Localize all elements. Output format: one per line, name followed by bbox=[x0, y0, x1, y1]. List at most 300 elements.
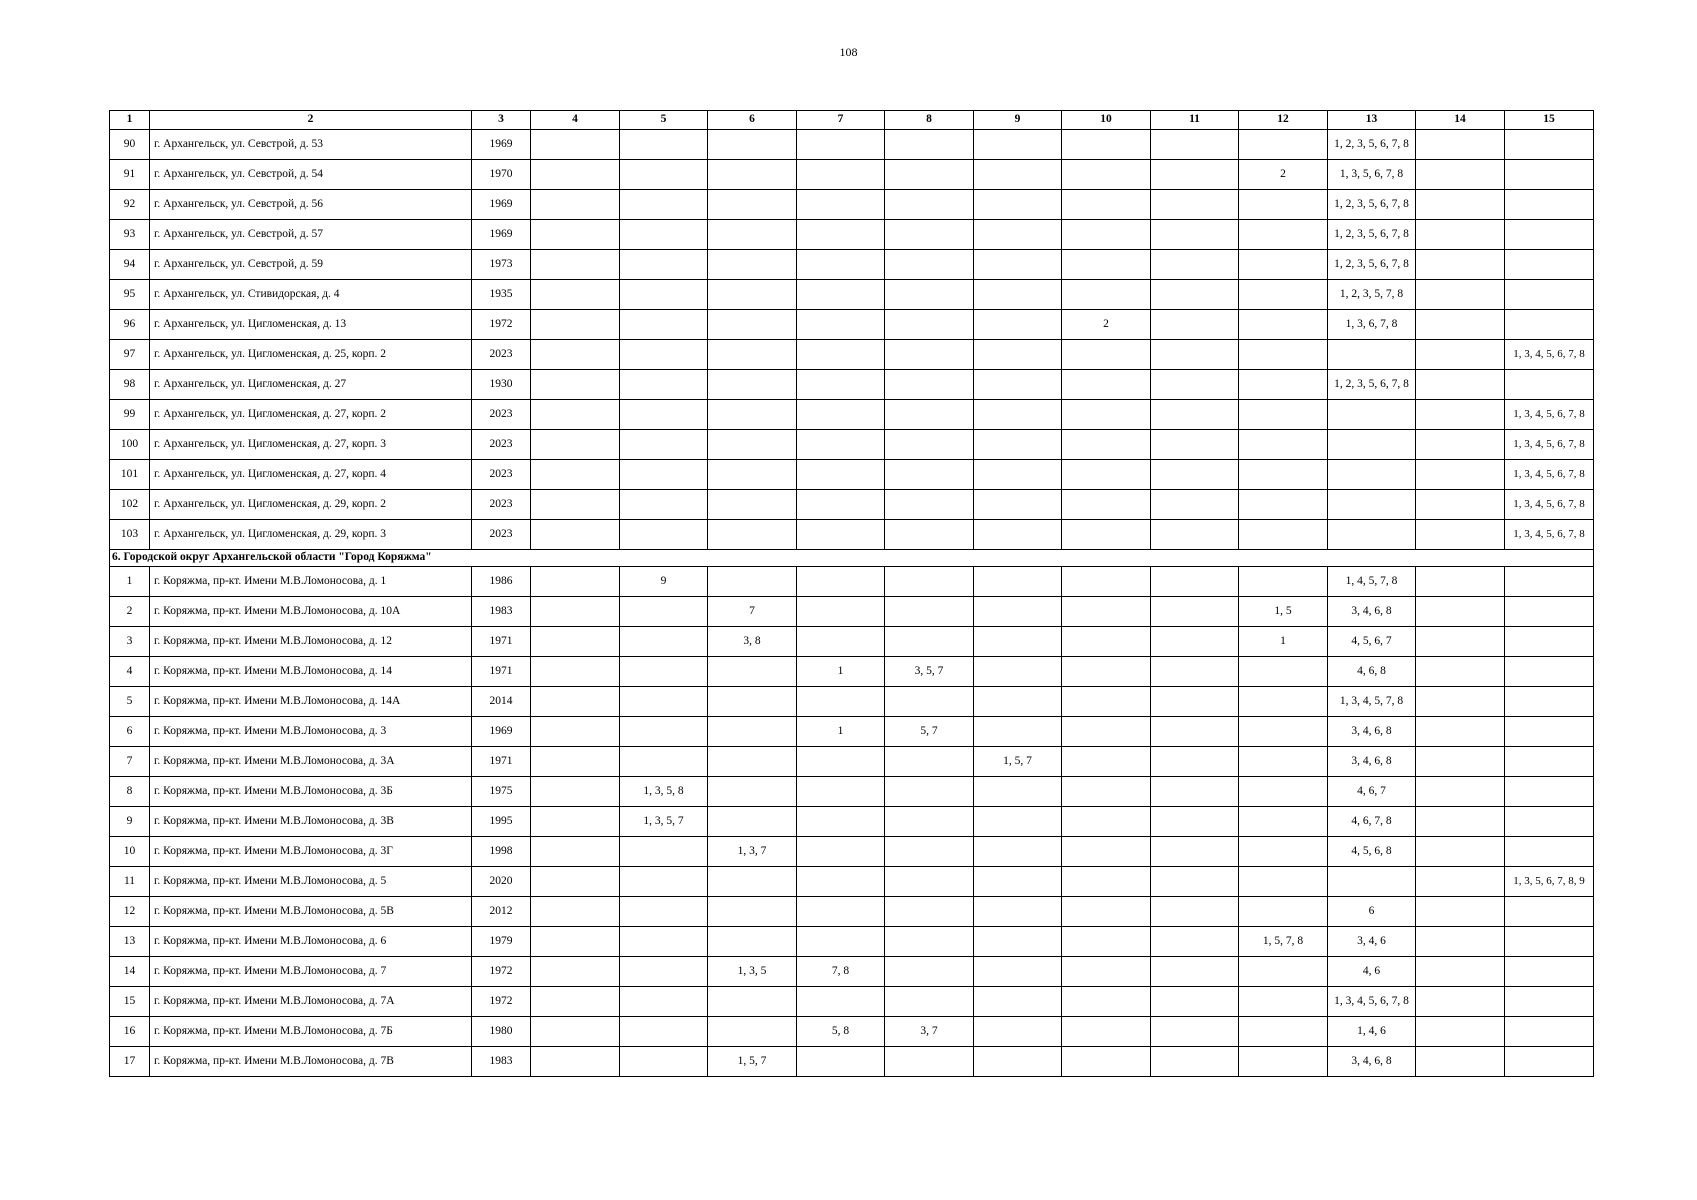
col-14-cell bbox=[1416, 400, 1505, 430]
column-number-row bbox=[110, 111, 1594, 130]
address-cell: г. Архангельск, ул. Севстрой, д. 59 bbox=[150, 250, 472, 280]
col-11-cell bbox=[1151, 130, 1239, 160]
col-12-cell: 1, 5 bbox=[1239, 597, 1328, 627]
col-15-cell bbox=[1505, 957, 1594, 987]
section-heading: 6. Городской округ Архангельской области "Город Коряжма" bbox=[110, 550, 1594, 567]
col-8-cell bbox=[885, 130, 974, 160]
col-4-cell bbox=[531, 657, 620, 687]
table-row bbox=[110, 490, 1594, 520]
row-number: 95 bbox=[110, 280, 150, 310]
year-cell: 1995 bbox=[472, 807, 531, 837]
col-14-cell bbox=[1416, 807, 1505, 837]
year-cell: 1998 bbox=[472, 837, 531, 867]
col-4-cell bbox=[531, 280, 620, 310]
col-11-cell bbox=[1151, 340, 1239, 370]
col-7-cell bbox=[797, 897, 885, 927]
col-10-cell: 2 bbox=[1062, 310, 1151, 340]
col-11-cell bbox=[1151, 310, 1239, 340]
col-4-cell bbox=[531, 370, 620, 400]
col-12-cell bbox=[1239, 747, 1328, 777]
col-9-cell bbox=[974, 897, 1062, 927]
col-5-cell bbox=[620, 837, 708, 867]
year-cell: 2023 bbox=[472, 520, 531, 550]
table-row bbox=[110, 130, 1594, 160]
col-8-cell bbox=[885, 310, 974, 340]
col-15-cell bbox=[1505, 777, 1594, 807]
col-15-cell: 1, 3, 4, 5, 6, 7, 8 bbox=[1505, 340, 1594, 370]
col-6-cell bbox=[708, 777, 797, 807]
col-5-cell: 1, 3, 5, 7 bbox=[620, 807, 708, 837]
col-9-cell bbox=[974, 717, 1062, 747]
col-8-cell bbox=[885, 867, 974, 897]
col-9-cell bbox=[974, 160, 1062, 190]
col-11-cell bbox=[1151, 927, 1239, 957]
col-10-cell bbox=[1062, 340, 1151, 370]
col-15-cell bbox=[1505, 627, 1594, 657]
col-11-cell bbox=[1151, 160, 1239, 190]
col-7-cell bbox=[797, 867, 885, 897]
year-cell: 1969 bbox=[472, 130, 531, 160]
row-number: 4 bbox=[110, 657, 150, 687]
col-14-cell bbox=[1416, 220, 1505, 250]
col-13-cell: 4, 5, 6, 7 bbox=[1328, 627, 1416, 657]
year-cell: 2023 bbox=[472, 430, 531, 460]
col-7-cell bbox=[797, 627, 885, 657]
col-9-cell bbox=[974, 567, 1062, 597]
col-11-cell bbox=[1151, 370, 1239, 400]
col-15-cell bbox=[1505, 747, 1594, 777]
col-14-cell bbox=[1416, 280, 1505, 310]
col-10-cell bbox=[1062, 567, 1151, 597]
table-row bbox=[110, 627, 1594, 657]
address-cell: г. Архангельск, ул. Севстрой, д. 53 bbox=[150, 130, 472, 160]
row-number: 5 bbox=[110, 687, 150, 717]
col-5-cell bbox=[620, 280, 708, 310]
column-header-15: 15 bbox=[1505, 111, 1594, 130]
col-10-cell bbox=[1062, 460, 1151, 490]
col-10-cell bbox=[1062, 957, 1151, 987]
col-9-cell bbox=[974, 687, 1062, 717]
col-10-cell bbox=[1062, 370, 1151, 400]
col-4-cell bbox=[531, 627, 620, 657]
col-9-cell bbox=[974, 927, 1062, 957]
address-cell: г. Коряжма, пр-кт. Имени М.В.Ломоносова, д. 12 bbox=[150, 627, 472, 657]
col-13-cell: 3, 4, 6, 8 bbox=[1328, 747, 1416, 777]
col-14-cell bbox=[1416, 657, 1505, 687]
col-4-cell bbox=[531, 867, 620, 897]
row-number: 16 bbox=[110, 1017, 150, 1047]
row-number: 17 bbox=[110, 1047, 150, 1077]
column-header-8: 8 bbox=[885, 111, 974, 130]
col-11-cell bbox=[1151, 987, 1239, 1017]
col-6-cell bbox=[708, 867, 797, 897]
column-header-12: 12 bbox=[1239, 111, 1328, 130]
col-13-cell: 3, 4, 6, 8 bbox=[1328, 1047, 1416, 1077]
col-8-cell bbox=[885, 250, 974, 280]
table-row bbox=[110, 400, 1594, 430]
row-number: 103 bbox=[110, 520, 150, 550]
row-number: 93 bbox=[110, 220, 150, 250]
col-5-cell bbox=[620, 1047, 708, 1077]
col-6-cell bbox=[708, 310, 797, 340]
col-6-cell: 1, 5, 7 bbox=[708, 1047, 797, 1077]
col-11-cell bbox=[1151, 280, 1239, 310]
row-number: 14 bbox=[110, 957, 150, 987]
col-13-cell bbox=[1328, 490, 1416, 520]
col-10-cell bbox=[1062, 987, 1151, 1017]
table-row bbox=[110, 657, 1594, 687]
col-5-cell bbox=[620, 987, 708, 1017]
col-10-cell bbox=[1062, 490, 1151, 520]
col-4-cell bbox=[531, 597, 620, 627]
col-13-cell: 1, 3, 4, 5, 7, 8 bbox=[1328, 687, 1416, 717]
col-6-cell bbox=[708, 987, 797, 1017]
col-12-cell bbox=[1239, 430, 1328, 460]
table-row bbox=[110, 310, 1594, 340]
col-5-cell bbox=[620, 520, 708, 550]
col-6-cell bbox=[708, 460, 797, 490]
year-cell: 1972 bbox=[472, 310, 531, 340]
col-8-cell bbox=[885, 837, 974, 867]
page-number: 108 bbox=[839, 45, 858, 59]
col-7-cell bbox=[797, 370, 885, 400]
col-14-cell bbox=[1416, 520, 1505, 550]
col-6-cell: 1, 3, 7 bbox=[708, 837, 797, 867]
table-row bbox=[110, 717, 1594, 747]
col-13-cell: 1, 3, 5, 6, 7, 8 bbox=[1328, 160, 1416, 190]
col-15-cell bbox=[1505, 220, 1594, 250]
col-14-cell bbox=[1416, 567, 1505, 597]
col-9-cell bbox=[974, 627, 1062, 657]
table-row bbox=[110, 250, 1594, 280]
table-row bbox=[110, 1017, 1594, 1047]
col-10-cell bbox=[1062, 520, 1151, 550]
col-6-cell bbox=[708, 567, 797, 597]
col-5-cell bbox=[620, 867, 708, 897]
col-14-cell bbox=[1416, 340, 1505, 370]
col-8-cell bbox=[885, 160, 974, 190]
col-10-cell bbox=[1062, 430, 1151, 460]
col-13-cell: 1, 4, 5, 7, 8 bbox=[1328, 567, 1416, 597]
col-5-cell bbox=[620, 430, 708, 460]
col-11-cell bbox=[1151, 747, 1239, 777]
col-11-cell bbox=[1151, 807, 1239, 837]
col-5-cell bbox=[620, 220, 708, 250]
col-10-cell bbox=[1062, 927, 1151, 957]
col-15-cell: 1, 3, 5, 6, 7, 8, 9 bbox=[1505, 867, 1594, 897]
col-4-cell bbox=[531, 1047, 620, 1077]
col-6-cell bbox=[708, 717, 797, 747]
col-10-cell bbox=[1062, 867, 1151, 897]
col-8-cell bbox=[885, 627, 974, 657]
column-header-6: 6 bbox=[708, 111, 797, 130]
col-10-cell bbox=[1062, 837, 1151, 867]
col-14-cell bbox=[1416, 1017, 1505, 1047]
column-header-2: 2 bbox=[150, 111, 472, 130]
address-cell: г. Архангельск, ул. Цигломенская, д. 13 bbox=[150, 310, 472, 340]
col-15-cell bbox=[1505, 310, 1594, 340]
col-4-cell bbox=[531, 460, 620, 490]
row-number: 94 bbox=[110, 250, 150, 280]
address-cell: г. Коряжма, пр-кт. Имени М.В.Ломоносова, д. 3Г bbox=[150, 837, 472, 867]
col-14-cell bbox=[1416, 957, 1505, 987]
col-4-cell bbox=[531, 220, 620, 250]
col-6-cell bbox=[708, 370, 797, 400]
col-7-cell bbox=[797, 987, 885, 1017]
col-8-cell bbox=[885, 597, 974, 627]
address-cell: г. Коряжма, пр-кт. Имени М.В.Ломоносова, д. 5В bbox=[150, 897, 472, 927]
table-row bbox=[110, 747, 1594, 777]
col-9-cell bbox=[974, 777, 1062, 807]
col-15-cell bbox=[1505, 927, 1594, 957]
col-15-cell bbox=[1505, 597, 1594, 627]
col-11-cell bbox=[1151, 657, 1239, 687]
col-14-cell bbox=[1416, 987, 1505, 1017]
col-10-cell bbox=[1062, 687, 1151, 717]
row-number: 13 bbox=[110, 927, 150, 957]
col-8-cell bbox=[885, 490, 974, 520]
row-number: 9 bbox=[110, 807, 150, 837]
address-cell: г. Коряжма, пр-кт. Имени М.В.Ломоносова, д. 3В bbox=[150, 807, 472, 837]
col-6-cell bbox=[708, 280, 797, 310]
address-cell: г. Коряжма, пр-кт. Имени М.В.Ломоносова, д. 3Б bbox=[150, 777, 472, 807]
table-row bbox=[110, 807, 1594, 837]
col-6-cell bbox=[708, 430, 797, 460]
col-13-cell bbox=[1328, 430, 1416, 460]
col-13-cell: 3, 4, 6, 8 bbox=[1328, 597, 1416, 627]
col-14-cell bbox=[1416, 1047, 1505, 1077]
col-15-cell bbox=[1505, 1017, 1594, 1047]
col-12-cell bbox=[1239, 897, 1328, 927]
col-4-cell bbox=[531, 160, 620, 190]
col-7-cell bbox=[797, 807, 885, 837]
housing-registry-table bbox=[109, 110, 1594, 1077]
col-10-cell bbox=[1062, 897, 1151, 927]
col-10-cell bbox=[1062, 1047, 1151, 1077]
col-4-cell bbox=[531, 717, 620, 747]
col-6-cell: 3, 8 bbox=[708, 627, 797, 657]
col-12-cell bbox=[1239, 370, 1328, 400]
col-13-cell: 1, 2, 3, 5, 6, 7, 8 bbox=[1328, 370, 1416, 400]
col-12-cell bbox=[1239, 807, 1328, 837]
col-8-cell: 3, 7 bbox=[885, 1017, 974, 1047]
year-cell: 1969 bbox=[472, 220, 531, 250]
col-14-cell bbox=[1416, 747, 1505, 777]
col-8-cell bbox=[885, 957, 974, 987]
col-8-cell bbox=[885, 747, 974, 777]
col-5-cell bbox=[620, 597, 708, 627]
col-6-cell: 7 bbox=[708, 597, 797, 627]
col-5-cell bbox=[620, 460, 708, 490]
col-12-cell bbox=[1239, 957, 1328, 987]
col-10-cell bbox=[1062, 190, 1151, 220]
col-12-cell bbox=[1239, 867, 1328, 897]
col-6-cell bbox=[708, 130, 797, 160]
address-cell: г. Архангельск, ул. Стивидорская, д. 4 bbox=[150, 280, 472, 310]
year-cell: 1971 bbox=[472, 657, 531, 687]
row-number: 7 bbox=[110, 747, 150, 777]
col-9-cell bbox=[974, 520, 1062, 550]
col-15-cell bbox=[1505, 657, 1594, 687]
col-9-cell bbox=[974, 837, 1062, 867]
col-11-cell bbox=[1151, 190, 1239, 220]
col-12-cell bbox=[1239, 987, 1328, 1017]
col-9-cell bbox=[974, 957, 1062, 987]
address-cell: г. Архангельск, ул. Цигломенская, д. 29, корп. 2 bbox=[150, 490, 472, 520]
col-6-cell bbox=[708, 657, 797, 687]
address-cell: г. Архангельск, ул. Цигломенская, д. 29, корп. 3 bbox=[150, 520, 472, 550]
col-8-cell bbox=[885, 687, 974, 717]
year-cell: 1972 bbox=[472, 987, 531, 1017]
col-10-cell bbox=[1062, 220, 1151, 250]
col-11-cell bbox=[1151, 597, 1239, 627]
col-12-cell bbox=[1239, 310, 1328, 340]
col-13-cell: 1, 3, 4, 5, 6, 7, 8 bbox=[1328, 987, 1416, 1017]
address-cell: г. Архангельск, ул. Цигломенская, д. 27, корп. 3 bbox=[150, 430, 472, 460]
row-number: 15 bbox=[110, 987, 150, 1017]
col-12-cell bbox=[1239, 777, 1328, 807]
col-7-cell bbox=[797, 130, 885, 160]
col-7-cell bbox=[797, 927, 885, 957]
col-12-cell bbox=[1239, 1017, 1328, 1047]
col-12-cell bbox=[1239, 490, 1328, 520]
col-13-cell: 4, 6, 7 bbox=[1328, 777, 1416, 807]
col-7-cell: 1 bbox=[797, 657, 885, 687]
col-7-cell bbox=[797, 567, 885, 597]
col-4-cell bbox=[531, 1017, 620, 1047]
col-4-cell bbox=[531, 190, 620, 220]
col-9-cell bbox=[974, 400, 1062, 430]
col-5-cell bbox=[620, 490, 708, 520]
col-7-cell bbox=[797, 687, 885, 717]
col-13-cell: 1, 2, 3, 5, 6, 7, 8 bbox=[1328, 190, 1416, 220]
col-13-cell: 1, 2, 3, 5, 7, 8 bbox=[1328, 280, 1416, 310]
col-13-cell bbox=[1328, 400, 1416, 430]
col-14-cell bbox=[1416, 627, 1505, 657]
col-6-cell bbox=[708, 807, 797, 837]
col-9-cell bbox=[974, 310, 1062, 340]
row-number: 8 bbox=[110, 777, 150, 807]
col-10-cell bbox=[1062, 747, 1151, 777]
col-9-cell bbox=[974, 280, 1062, 310]
col-6-cell bbox=[708, 400, 797, 430]
year-cell: 2023 bbox=[472, 490, 531, 520]
col-15-cell: 1, 3, 4, 5, 6, 7, 8 bbox=[1505, 400, 1594, 430]
column-header-1: 1 bbox=[110, 111, 150, 130]
table-row bbox=[110, 430, 1594, 460]
col-12-cell bbox=[1239, 400, 1328, 430]
col-6-cell: 1, 3, 5 bbox=[708, 957, 797, 987]
col-13-cell: 6 bbox=[1328, 897, 1416, 927]
col-5-cell bbox=[620, 130, 708, 160]
col-15-cell: 1, 3, 4, 5, 6, 7, 8 bbox=[1505, 460, 1594, 490]
col-14-cell bbox=[1416, 160, 1505, 190]
row-number: 97 bbox=[110, 340, 150, 370]
address-cell: г. Коряжма, пр-кт. Имени М.В.Ломоносова, д. 14А bbox=[150, 687, 472, 717]
col-9-cell bbox=[974, 220, 1062, 250]
table-row bbox=[110, 927, 1594, 957]
table-row bbox=[110, 957, 1594, 987]
col-15-cell bbox=[1505, 190, 1594, 220]
col-14-cell bbox=[1416, 687, 1505, 717]
col-7-cell bbox=[797, 430, 885, 460]
col-13-cell bbox=[1328, 460, 1416, 490]
table-body bbox=[110, 130, 1594, 1077]
col-8-cell bbox=[885, 340, 974, 370]
address-cell: г. Архангельск, ул. Цигломенская, д. 27, корп. 4 bbox=[150, 460, 472, 490]
col-9-cell bbox=[974, 370, 1062, 400]
col-15-cell bbox=[1505, 160, 1594, 190]
col-12-cell bbox=[1239, 340, 1328, 370]
address-cell: г. Коряжма, пр-кт. Имени М.В.Ломоносова, д. 7А bbox=[150, 987, 472, 1017]
row-number: 100 bbox=[110, 430, 150, 460]
col-11-cell bbox=[1151, 460, 1239, 490]
col-8-cell bbox=[885, 987, 974, 1017]
table-row bbox=[110, 460, 1594, 490]
column-header-10: 10 bbox=[1062, 111, 1151, 130]
col-4-cell bbox=[531, 567, 620, 597]
row-number: 101 bbox=[110, 460, 150, 490]
year-cell: 2012 bbox=[472, 897, 531, 927]
col-4-cell bbox=[531, 777, 620, 807]
col-7-cell bbox=[797, 520, 885, 550]
address-cell: г. Коряжма, пр-кт. Имени М.В.Ломоносова, д. 7В bbox=[150, 1047, 472, 1077]
col-7-cell bbox=[797, 280, 885, 310]
col-14-cell bbox=[1416, 460, 1505, 490]
table-row bbox=[110, 190, 1594, 220]
col-9-cell bbox=[974, 867, 1062, 897]
year-cell: 1983 bbox=[472, 1047, 531, 1077]
table-row bbox=[110, 597, 1594, 627]
col-11-cell bbox=[1151, 490, 1239, 520]
col-7-cell bbox=[797, 190, 885, 220]
col-12-cell bbox=[1239, 520, 1328, 550]
year-cell: 1971 bbox=[472, 627, 531, 657]
col-15-cell bbox=[1505, 717, 1594, 747]
col-4-cell bbox=[531, 400, 620, 430]
col-13-cell: 3, 4, 6 bbox=[1328, 927, 1416, 957]
year-cell: 1969 bbox=[472, 717, 531, 747]
col-4-cell bbox=[531, 687, 620, 717]
col-11-cell bbox=[1151, 867, 1239, 897]
section-heading-row bbox=[110, 550, 1594, 567]
col-15-cell bbox=[1505, 280, 1594, 310]
col-11-cell bbox=[1151, 1047, 1239, 1077]
col-10-cell bbox=[1062, 807, 1151, 837]
year-cell: 1930 bbox=[472, 370, 531, 400]
col-6-cell bbox=[708, 520, 797, 550]
col-4-cell bbox=[531, 430, 620, 460]
year-cell: 1975 bbox=[472, 777, 531, 807]
col-8-cell bbox=[885, 220, 974, 250]
col-7-cell bbox=[797, 1047, 885, 1077]
col-11-cell bbox=[1151, 627, 1239, 657]
col-5-cell bbox=[620, 400, 708, 430]
col-6-cell bbox=[708, 220, 797, 250]
col-14-cell bbox=[1416, 897, 1505, 927]
col-12-cell bbox=[1239, 220, 1328, 250]
col-12-cell bbox=[1239, 567, 1328, 597]
address-cell: г. Архангельск, ул. Цигломенская, д. 27 bbox=[150, 370, 472, 400]
col-12-cell bbox=[1239, 1047, 1328, 1077]
col-15-cell bbox=[1505, 370, 1594, 400]
col-10-cell bbox=[1062, 717, 1151, 747]
col-5-cell bbox=[620, 657, 708, 687]
col-11-cell bbox=[1151, 897, 1239, 927]
year-cell: 2014 bbox=[472, 687, 531, 717]
year-cell: 2023 bbox=[472, 460, 531, 490]
col-9-cell bbox=[974, 597, 1062, 627]
